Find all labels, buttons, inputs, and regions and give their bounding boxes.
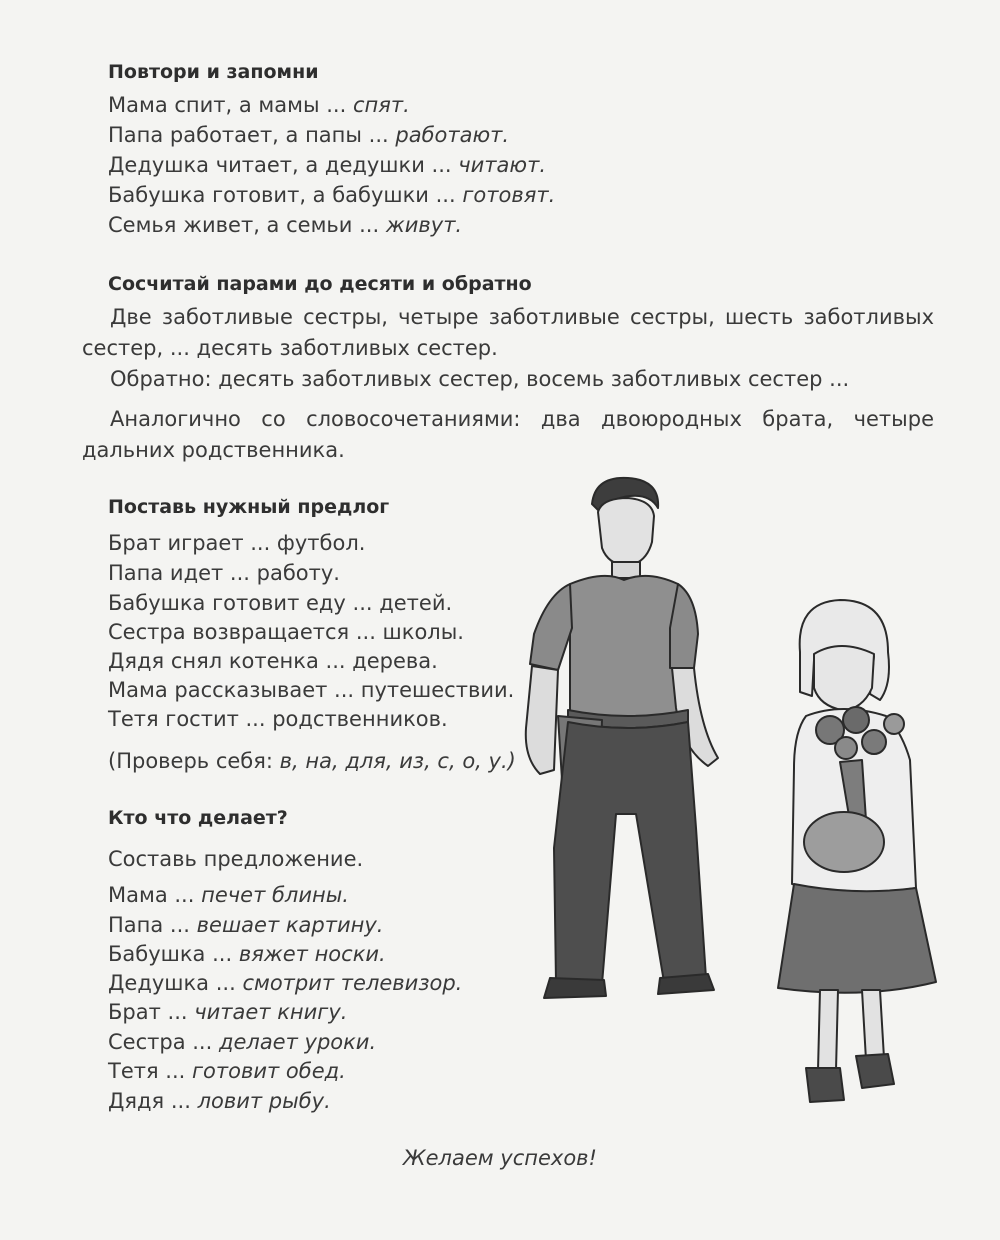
count-paragraph: Две заботливые сестры, четыре заботливые сестры, шесть заботливых сестер, ... десять заботливых сестер. bbox=[82, 305, 934, 360]
repeat-line: Семья живет, а семьи ... живут. bbox=[108, 213, 463, 237]
instruction-line: Составь предложение. bbox=[108, 847, 364, 871]
preposition-line: Папа идет ... работу. bbox=[108, 561, 340, 585]
section-heading-count: Сосчитай парами до десяти и обратно bbox=[108, 273, 532, 295]
preposition-line: Сестра возвращается ... школы. bbox=[108, 620, 464, 644]
activity-line: Дедушка ... смотрит телевизор. bbox=[108, 971, 463, 995]
activity-line: Тетя ... готовит обед. bbox=[108, 1059, 346, 1083]
section-heading-repeat: Повтори и запомни bbox=[108, 61, 319, 83]
activity-line: Дядя ... ловит рыбу. bbox=[108, 1089, 331, 1113]
activity-line: Мама ... печет блины. bbox=[108, 883, 349, 907]
repeat-line: Папа работает, а папы ... работают. bbox=[108, 123, 510, 147]
activity-line: Бабушка ... вяжет носки. bbox=[108, 942, 386, 966]
repeat-line: Мама спит, а мамы ... спят. bbox=[108, 93, 410, 117]
preposition-line: Брат играет ... футбол. bbox=[108, 531, 366, 555]
repeat-line: Дедушка читает, а дедушки ... читают. bbox=[108, 153, 546, 177]
activity-line: Сестра ... делает уроки. bbox=[108, 1030, 377, 1054]
man-illustration bbox=[500, 468, 740, 1008]
closing-wish: Желаем успехов! bbox=[403, 1146, 597, 1170]
activity-line: Папа ... вешает картину. bbox=[108, 913, 384, 937]
check-yourself-line: (Проверь себя: в, на, для, из, с, о, у.) bbox=[108, 749, 516, 773]
preposition-line: Тетя гостит ... родственников. bbox=[108, 707, 448, 731]
section-heading-who-does-what: Кто что делает? bbox=[108, 807, 288, 829]
preposition-line: Мама рассказывает ... путешествии. bbox=[108, 678, 515, 702]
section-heading-preposition: Поставь нужный предлог bbox=[108, 496, 390, 518]
girl-with-flowers-illustration bbox=[770, 592, 950, 1122]
activity-line: Брат ... читает книгу. bbox=[108, 1000, 348, 1024]
preposition-line: Дядя снял котенка ... дерева. bbox=[108, 649, 438, 673]
analogous-paragraph: Аналогично со словосочетаниями: два двоюродных брата, четыре дальних родственника. bbox=[82, 407, 934, 462]
preposition-line: Бабушка готовит еду ... детей. bbox=[108, 591, 453, 615]
reverse-paragraph: Обратно: десять заботливых сестер, восемь заботливых сестер ... bbox=[110, 367, 850, 391]
repeat-line: Бабушка готовит, а бабушки ... готовят. bbox=[108, 183, 556, 207]
